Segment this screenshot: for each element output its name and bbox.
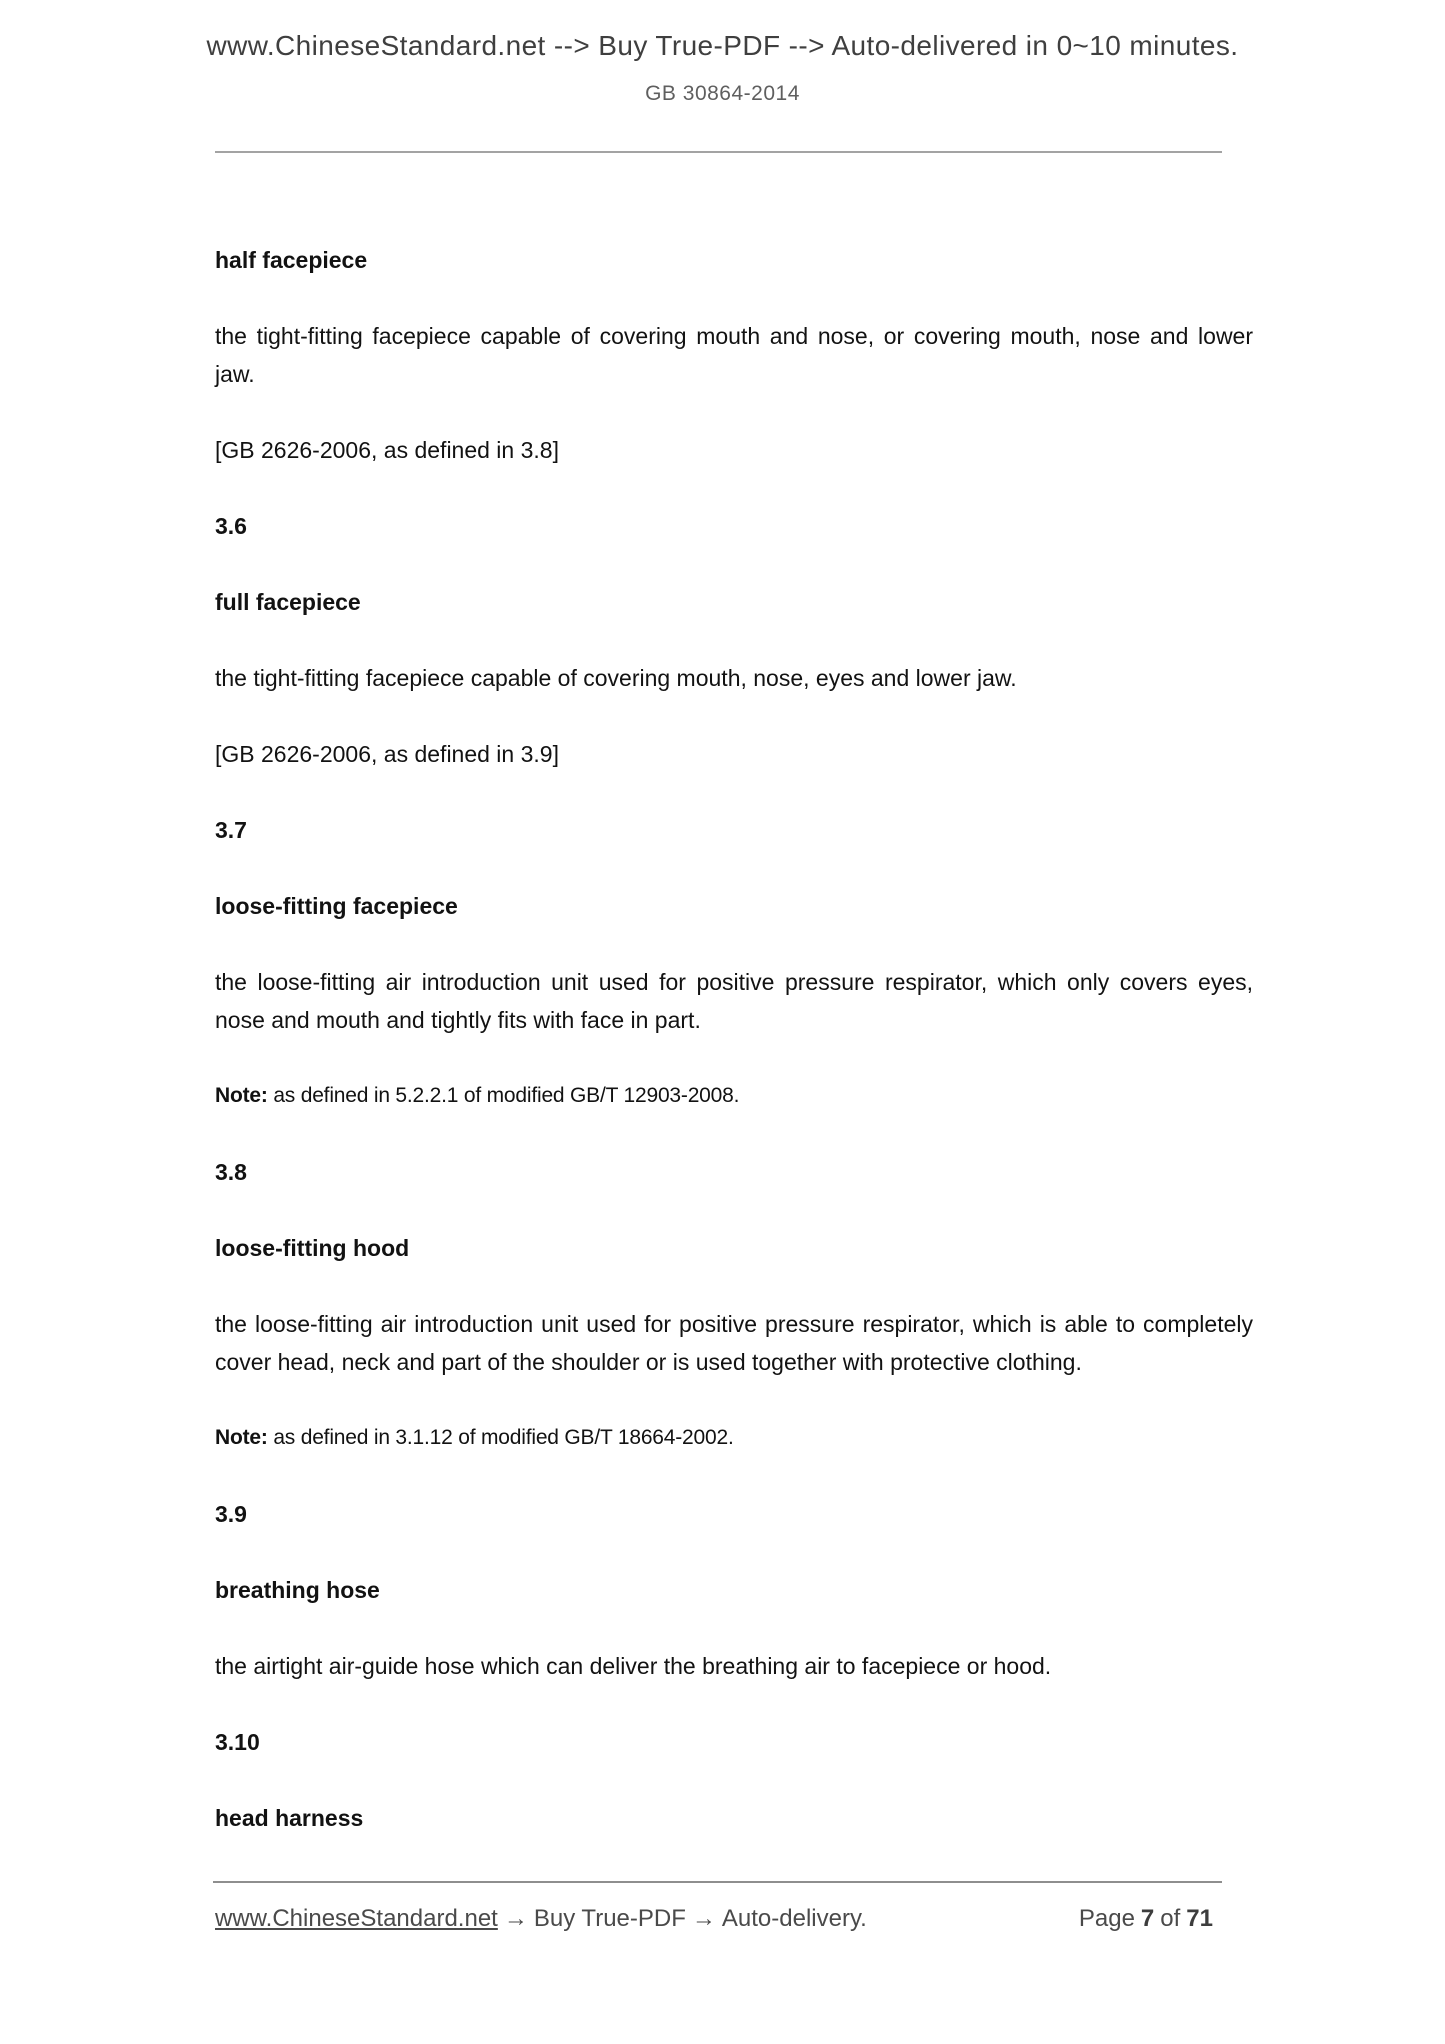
banner-text: www.ChineseStandard.net --> Buy True-PDF --> Auto-delivered in 0~10 minutes. [206,30,1239,61]
total-page-count: 71 [1186,1905,1213,1932]
footer-site-link[interactable]: www.ChineseStandard.net [215,1905,498,1932]
standard-reference: [GB 2626-2006, as defined in 3.8] [215,437,559,463]
arrow-right-icon: → [691,1905,716,1932]
definition-term: breathing hose [215,1577,380,1603]
definition-paragraph: the airtight air-guide hose which can deliver the breathing air to facepiece or hood. [215,1653,1052,1679]
section-number: 3.8 [215,1159,247,1185]
document-body [215,241,1253,1875]
footer-delivery-line [215,1905,873,1933]
definition-paragraph: the tight-fitting facepiece capable of covering mouth, nose, eyes and lower jaw. [215,665,1017,691]
header-divider [215,151,1222,153]
of-word: of [1160,1905,1181,1932]
note-line [215,1419,1253,1457]
section-number: 3.7 [215,817,247,843]
current-page-number: 7 [1140,1905,1155,1932]
note-label: Note: [215,1084,268,1107]
section-number: 3.9 [215,1501,247,1527]
standard-reference: [GB 2626-2006, as defined in 3.9] [215,741,559,767]
definition-term: loose-fitting hood [215,1235,410,1261]
definition-paragraph: the loose-fitting air introduction unit used for positive pressure respirator, which only covers eyes, nose and mouth and tightly fits with face in part. [215,969,1253,1033]
page-indicator [1073,1905,1213,1933]
footer-delivery-text: Auto-delivery. [721,1905,867,1932]
section-number: 3.10 [215,1729,260,1755]
footer-divider [213,1881,1222,1883]
section-number: 3.6 [215,513,247,539]
standard-number-header: GB 30864-2014 [645,82,800,105]
definition-term: loose-fitting facepiece [215,893,458,919]
page-footer [215,1905,1213,1933]
note-line [215,1077,1253,1115]
page-word: Page [1078,1905,1135,1932]
note-text: as defined in 5.2.2.1 of modified GB/T 12903-2008. [273,1084,740,1107]
footer-buy-text: Buy True-PDF [533,1905,686,1932]
arrow-right-icon: → [503,1905,528,1932]
definition-paragraph: the tight-fitting facepiece capable of covering mouth and nose, or covering mouth, nose and lower jaw. [215,323,1253,387]
definition-term: full facepiece [215,589,361,615]
definition-paragraph: the loose-fitting air introduction unit used for positive pressure respirator, which is able to completely cover head, neck and part of the shoulder or is used together with protective clothing. [215,1311,1253,1375]
note-text: as defined in 3.1.12 of modified GB/T 18664-2002. [273,1426,734,1449]
definition-term: head harness [215,1805,364,1831]
definition-term: half facepiece [215,247,368,273]
note-label: Note: [215,1426,268,1449]
